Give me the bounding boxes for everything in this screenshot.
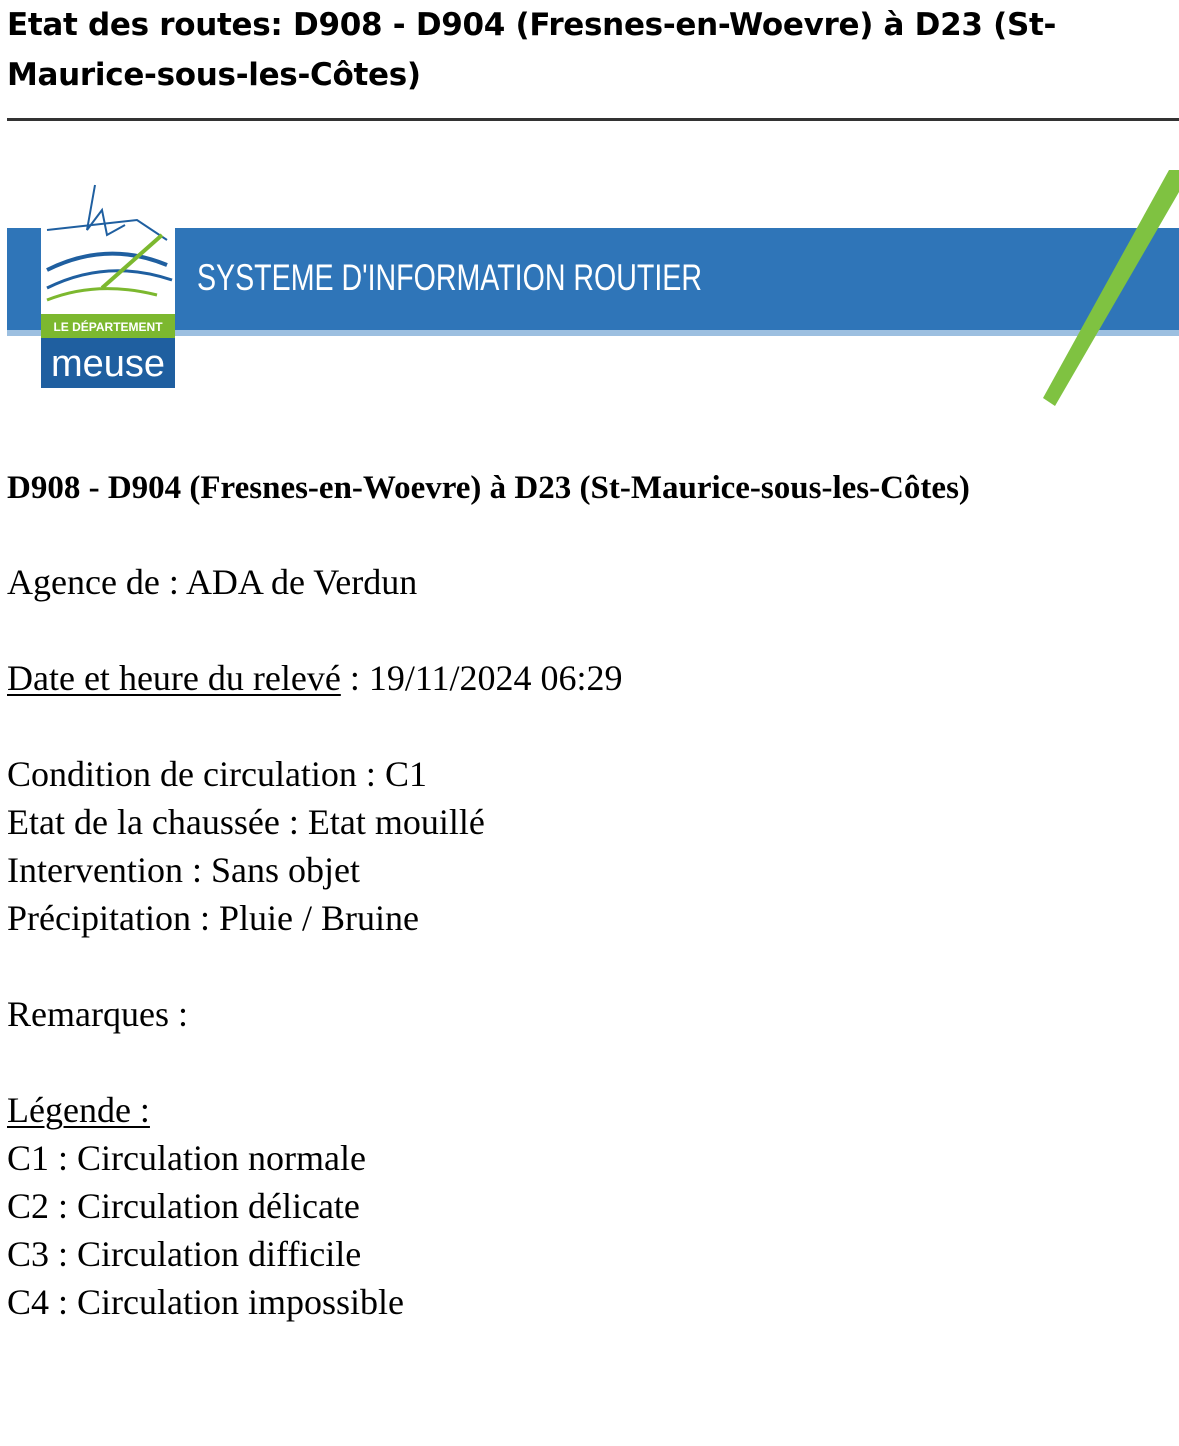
date-label: Date et heure du relevé xyxy=(7,658,341,698)
remarks-label: Remarques : xyxy=(7,994,188,1034)
route-heading: D908 - D904 (Fresnes-en-Woevre) à D23 (St-Maurice-sous-les-Côtes) xyxy=(7,470,970,506)
field-value: Pluie / Bruine xyxy=(218,898,419,938)
date-separator: : xyxy=(340,658,369,698)
legend-label: Légende : xyxy=(7,1090,150,1130)
sir-banner xyxy=(7,170,1179,410)
legend-item: C1 : Circulation normale xyxy=(7,1138,366,1178)
field-circulation xyxy=(7,750,427,798)
page-title: Etat des routes: D908 - D904 (Fresnes-en-Woevre) à D23 (St-Maurice-sous-les-Côtes) xyxy=(7,7,1057,93)
agency-line xyxy=(7,558,417,606)
legend-item: C2 : Circulation délicate xyxy=(7,1186,360,1226)
system-name: SYSTEME D'INFORMATION ROUTIER xyxy=(197,257,702,298)
date-line xyxy=(7,654,623,702)
field-value: Sans objet xyxy=(210,850,360,890)
legend-item: C3 : Circulation difficile xyxy=(7,1234,362,1274)
field-chaussee xyxy=(7,798,485,846)
header-divider xyxy=(7,118,1179,121)
field-precipitation xyxy=(7,894,419,942)
field-value: Etat mouillé xyxy=(307,802,485,842)
logo-top-text: LE DÉPARTEMENT xyxy=(53,320,163,334)
field-value: C1 xyxy=(384,754,427,794)
date-value: 19/11/2024 06:29 xyxy=(368,658,623,698)
logo-name: meuse xyxy=(50,343,166,385)
field-label: Précipitation : xyxy=(7,898,219,938)
field-label: Condition de circulation : xyxy=(7,754,385,794)
agency-label: Agence de : xyxy=(7,562,186,602)
field-intervention xyxy=(7,846,360,894)
agency-value: ADA de Verdun xyxy=(185,562,418,602)
field-label: Etat de la chaussée : xyxy=(7,802,308,842)
field-label: Intervention : xyxy=(7,850,211,890)
legend-item: C4 : Circulation impossible xyxy=(7,1282,404,1322)
